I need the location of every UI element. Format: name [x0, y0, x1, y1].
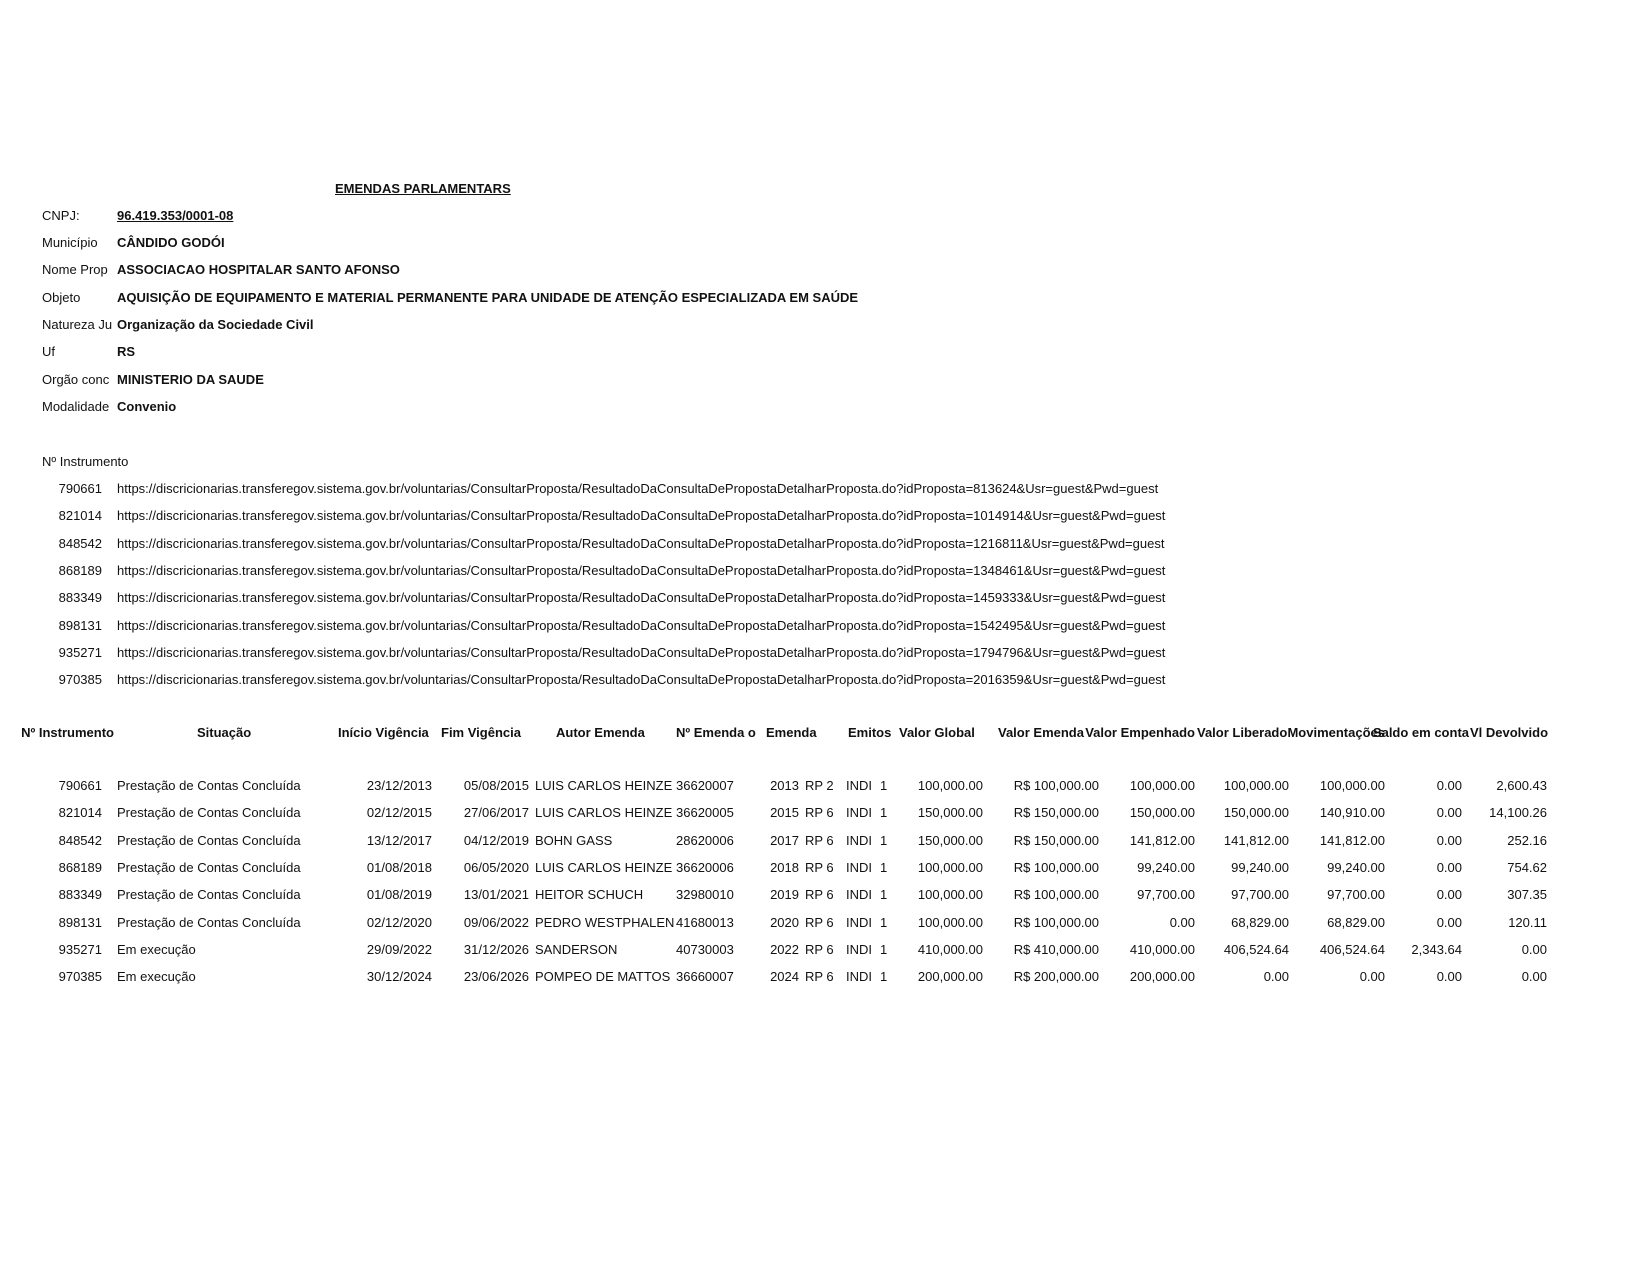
table-cell: 97,700.00: [1327, 887, 1385, 902]
table-header-cell: Autor Emenda: [556, 725, 645, 740]
table-cell: 36620005: [676, 805, 734, 820]
table-cell: 13/01/2021: [463, 887, 529, 902]
table-header-cell: Valor Liberado: [1197, 725, 1288, 740]
table-cell: 120.11: [1508, 915, 1547, 930]
table-cell: 2022: [770, 942, 799, 957]
table-cell: 100,000.00: [1223, 778, 1289, 793]
table-cell: 09/06/2022: [463, 915, 529, 930]
table-header-cell: Saldo em conta: [1372, 725, 1469, 740]
table-cell: 150,000.00: [1129, 805, 1195, 820]
page-title: EMENDAS PARLAMENTARS: [335, 181, 511, 196]
table-cell: Prestação de Contas Concluída: [117, 887, 301, 902]
table-cell: 898131: [58, 915, 102, 930]
instrument-link[interactable]: https://discricionarias.transferegov.sistema.gov.br/voluntarias/ConsultarProposta/ResultadoDaConsultaDePropostaDetalharProposta.do?idProposta=2016359&Usr=guest&Pwd=guest: [117, 672, 1166, 687]
table-cell: POMPEO DE MATTOS: [535, 969, 671, 984]
table-cell: INDI: [846, 805, 872, 820]
table-cell: R$ 100,000.00: [1013, 860, 1099, 875]
table-cell: 141,812.00: [1223, 833, 1289, 848]
table-cell: 36620006: [676, 860, 734, 875]
table-cell: 150,000.00: [1223, 805, 1289, 820]
instrument-link[interactable]: https://discricionarias.transferegov.sistema.gov.br/voluntarias/ConsultarProposta/ResultadoDaConsultaDePropostaDetalharProposta.do?idProposta=1794796&Usr=guest&Pwd=guest: [117, 645, 1166, 660]
table-cell: Prestação de Contas Concluída: [117, 860, 301, 875]
table-cell: LUIS CARLOS HEINZE: [535, 778, 673, 793]
info-label: Município: [42, 235, 98, 250]
table-cell: BOHN GASS: [535, 833, 613, 848]
table-cell: 23/06/2026: [463, 969, 529, 984]
table-cell: RP 6: [805, 833, 834, 848]
table-cell: 2,343.64: [1411, 942, 1462, 957]
table-cell: 99,240.00: [1231, 860, 1289, 875]
table-cell: R$ 100,000.00: [1013, 887, 1099, 902]
instruments-header: Nº Instrumento: [42, 454, 129, 469]
info-label: Objeto: [42, 290, 81, 305]
table-cell: 100,000.00: [1319, 778, 1385, 793]
table-cell: R$ 150,000.00: [1013, 833, 1099, 848]
table-cell: 200,000.00: [1129, 969, 1195, 984]
table-cell: 754.62: [1507, 860, 1547, 875]
table-cell: R$ 200,000.00: [1013, 969, 1099, 984]
table-cell: 97,700.00: [1231, 887, 1289, 902]
table-cell: 27/06/2017: [463, 805, 529, 820]
info-value: MINISTERIO DA SAUDE: [117, 372, 264, 387]
info-label: Uf: [42, 344, 55, 359]
table-cell: 100,000.00: [917, 915, 983, 930]
table-header-cell: Emenda: [766, 725, 817, 740]
table-cell: RP 6: [805, 915, 834, 930]
table-cell: 935271: [58, 942, 102, 957]
info-value: Convenio: [117, 399, 177, 414]
table-cell: 2018: [770, 860, 799, 875]
table-cell: 406,524.64: [1319, 942, 1385, 957]
table-cell: 2017: [770, 833, 799, 848]
table-cell: 36620007: [676, 778, 734, 793]
table-cell: 1: [880, 942, 888, 957]
table-cell: 0.00: [1436, 860, 1462, 875]
table-cell: 406,524.64: [1223, 942, 1289, 957]
table-header-cell: Vl Devolvido: [1470, 725, 1549, 740]
table-cell: 410,000.00: [917, 942, 983, 957]
table-cell: PEDRO WESTPHALEN: [535, 915, 675, 930]
instrument-number: 883349: [58, 590, 102, 605]
table-cell: INDI: [846, 942, 872, 957]
table-cell: 0.00: [1436, 969, 1462, 984]
table-cell: 14,100.26: [1489, 805, 1547, 820]
table-cell: 13/12/2017: [366, 833, 432, 848]
table-cell: 252.16: [1507, 833, 1547, 848]
table-cell: 0.00: [1436, 778, 1462, 793]
table-cell: 883349: [58, 887, 102, 902]
instrument-number: 898131: [58, 618, 102, 633]
table-cell: Prestação de Contas Concluída: [117, 833, 301, 848]
table-cell: 1: [880, 778, 888, 793]
info-value: RS: [117, 344, 136, 359]
table-cell: 100,000.00: [917, 887, 983, 902]
table-cell: 1: [880, 805, 888, 820]
instrument-link[interactable]: https://discricionarias.transferegov.sistema.gov.br/voluntarias/ConsultarProposta/ResultadoDaConsultaDePropostaDetalharProposta.do?idProposta=1348461&Usr=guest&Pwd=guest: [117, 563, 1166, 578]
info-value: 96.419.353/0001-08: [117, 208, 234, 223]
table-cell: 2024: [770, 969, 799, 984]
info-value: AQUISIÇÃO DE EQUIPAMENTO E MATERIAL PERMANENTE PARA UNIDADE DE ATENÇÃO ESPECIALIZADA EM SAÚDE: [117, 290, 859, 305]
table-cell: 2015: [770, 805, 799, 820]
table-cell: 100,000.00: [917, 860, 983, 875]
table-cell: 307.35: [1507, 887, 1547, 902]
instrument-number: 970385: [58, 672, 102, 687]
table-cell: 140,910.00: [1319, 805, 1385, 820]
table-cell: 29/09/2022: [366, 942, 432, 957]
table-cell: 02/12/2015: [366, 805, 432, 820]
table-cell: RP 6: [805, 969, 834, 984]
table-cell: 970385: [58, 969, 102, 984]
table-cell: 0.00: [1521, 969, 1547, 984]
instrument-link[interactable]: https://discricionarias.transferegov.sistema.gov.br/voluntarias/ConsultarProposta/ResultadoDaConsultaDePropostaDetalharProposta.do?idProposta=1014914&Usr=guest&Pwd=guest: [117, 508, 1166, 523]
table-cell: Prestação de Contas Concluída: [117, 915, 301, 930]
table-cell: 0.00: [1169, 915, 1195, 930]
table-cell: 99,240.00: [1327, 860, 1385, 875]
table-cell: INDI: [846, 833, 872, 848]
table-cell: RP 2: [805, 778, 834, 793]
table-cell: 01/08/2018: [366, 860, 432, 875]
table-cell: Em execução: [117, 969, 196, 984]
table-cell: INDI: [846, 778, 872, 793]
table-cell: 28620006: [676, 833, 734, 848]
table-cell: INDI: [846, 915, 872, 930]
table-cell: 68,829.00: [1327, 915, 1385, 930]
table-cell: 1: [880, 969, 888, 984]
table-cell: 100,000.00: [1129, 778, 1195, 793]
table-cell: HEITOR SCHUCH: [535, 887, 644, 902]
table-cell: 0.00: [1436, 833, 1462, 848]
table-cell: R$ 150,000.00: [1013, 805, 1099, 820]
table-cell: RP 6: [805, 942, 834, 957]
table-cell: 1: [880, 860, 888, 875]
instrument-link[interactable]: https://discricionarias.transferegov.sistema.gov.br/voluntarias/ConsultarProposta/ResultadoDaConsultaDePropostaDetalharProposta.do?idProposta=813624&Usr=guest&Pwd=guest: [117, 481, 1159, 496]
table-cell: 141,812.00: [1129, 833, 1195, 848]
table-cell: R$ 100,000.00: [1013, 915, 1099, 930]
table-header-cell: Valor Global: [899, 725, 975, 740]
instrument-number: 935271: [58, 645, 102, 660]
table-cell: 141,812.00: [1319, 833, 1385, 848]
instrument-link[interactable]: https://discricionarias.transferegov.sistema.gov.br/voluntarias/ConsultarProposta/ResultadoDaConsultaDePropostaDetalharProposta.do?idProposta=1459333&Usr=guest&Pwd=guest: [117, 590, 1166, 605]
table-cell: R$ 100,000.00: [1013, 778, 1099, 793]
table-cell: R$ 410,000.00: [1013, 942, 1099, 957]
info-value: CÂNDIDO GODÓI: [117, 235, 225, 250]
table-cell: RP 6: [805, 860, 834, 875]
table-header-cell: Nº Instrumento: [21, 725, 114, 740]
info-label: Modalidade: [42, 399, 110, 414]
table-cell: 05/08/2015: [463, 778, 529, 793]
table-cell: 2020: [770, 915, 799, 930]
table-cell: Em execução: [117, 942, 196, 957]
table-cell: 36660007: [676, 969, 734, 984]
table-cell: Prestação de Contas Concluída: [117, 778, 301, 793]
table-cell: 68,829.00: [1231, 915, 1289, 930]
table-cell: INDI: [846, 887, 872, 902]
instrument-number: 868189: [58, 563, 102, 578]
table-header-cell: Valor Empenhado: [1085, 725, 1195, 740]
table-cell: 1: [880, 915, 888, 930]
table-cell: 150,000.00: [917, 833, 983, 848]
instrument-number: 790661: [58, 481, 102, 496]
table-cell: 2,600.43: [1496, 778, 1547, 793]
table-cell: LUIS CARLOS HEINZE: [535, 805, 673, 820]
table-cell: RP 6: [805, 887, 834, 902]
info-label: Nome Prop: [42, 262, 108, 277]
table-cell: 32980010: [676, 887, 734, 902]
table-cell: 0.00: [1436, 887, 1462, 902]
table-cell: SANDERSON: [535, 942, 618, 957]
table-cell: 99,240.00: [1137, 860, 1195, 875]
instrument-link[interactable]: https://discricionarias.transferegov.sistema.gov.br/voluntarias/ConsultarProposta/ResultadoDaConsultaDePropostaDetalharProposta.do?idProposta=1216811&Usr=guest&Pwd=guest: [117, 536, 1165, 551]
table-cell: 790661: [58, 778, 102, 793]
table-cell: LUIS CARLOS HEINZE: [535, 860, 673, 875]
info-value: Organização da Sociedade Civil: [117, 317, 314, 332]
info-label: CNPJ:: [42, 208, 80, 223]
table-cell: 150,000.00: [917, 805, 983, 820]
table-cell: 1: [880, 887, 888, 902]
table-cell: 0.00: [1263, 969, 1289, 984]
table-cell: 41680013: [676, 915, 734, 930]
table-cell: 31/12/2026: [463, 942, 529, 957]
table-cell: 410,000.00: [1129, 942, 1195, 957]
table-cell: 01/08/2019: [366, 887, 432, 902]
table-cell: 40730003: [676, 942, 734, 957]
table-cell: 100,000.00: [917, 778, 983, 793]
instrument-link[interactable]: https://discricionarias.transferegov.sistema.gov.br/voluntarias/ConsultarProposta/ResultadoDaConsultaDePropostaDetalharProposta.do?idProposta=1542495&Usr=guest&Pwd=guest: [117, 618, 1166, 633]
table-cell: INDI: [846, 969, 872, 984]
table-header-cell: Movimentações: [1287, 725, 1385, 740]
table-cell: 30/12/2024: [366, 969, 432, 984]
table-cell: 821014: [58, 805, 102, 820]
info-label: Orgão conc: [42, 372, 110, 387]
table-header-cell: Situação: [197, 725, 252, 740]
table-header-cell: Fim Vigência: [441, 725, 521, 740]
table-cell: 868189: [58, 860, 102, 875]
table-header-cell: Nº Emenda o: [676, 725, 756, 740]
table-cell: 200,000.00: [917, 969, 983, 984]
table-cell: INDI: [846, 860, 872, 875]
table-cell: 2019: [770, 887, 799, 902]
table-cell: RP 6: [805, 805, 834, 820]
table-cell: 1: [880, 833, 888, 848]
table-cell: 02/12/2020: [366, 915, 432, 930]
table-cell: 848542: [58, 833, 102, 848]
table-cell: 06/05/2020: [463, 860, 529, 875]
info-label: Natureza Ju: [42, 317, 113, 332]
table-cell: 04/12/2019: [463, 833, 529, 848]
table-cell: 2013: [770, 778, 799, 793]
table-cell: 0.00: [1436, 915, 1462, 930]
info-value: ASSOCIACAO HOSPITALAR SANTO AFONSO: [117, 262, 400, 277]
table-cell: 23/12/2013: [366, 778, 432, 793]
table-header-cell: Valor Emenda: [998, 725, 1084, 740]
table-cell: 0.00: [1359, 969, 1385, 984]
table-cell: Prestação de Contas Concluída: [117, 805, 301, 820]
table-header-cell: Emitos: [848, 725, 892, 740]
table-cell: 0.00: [1436, 805, 1462, 820]
instrument-number: 821014: [58, 508, 102, 523]
table-header-cell: Início Vigência: [338, 725, 429, 740]
instrument-number: 848542: [58, 536, 102, 551]
table-cell: 0.00: [1521, 942, 1547, 957]
table-cell: 97,700.00: [1137, 887, 1195, 902]
